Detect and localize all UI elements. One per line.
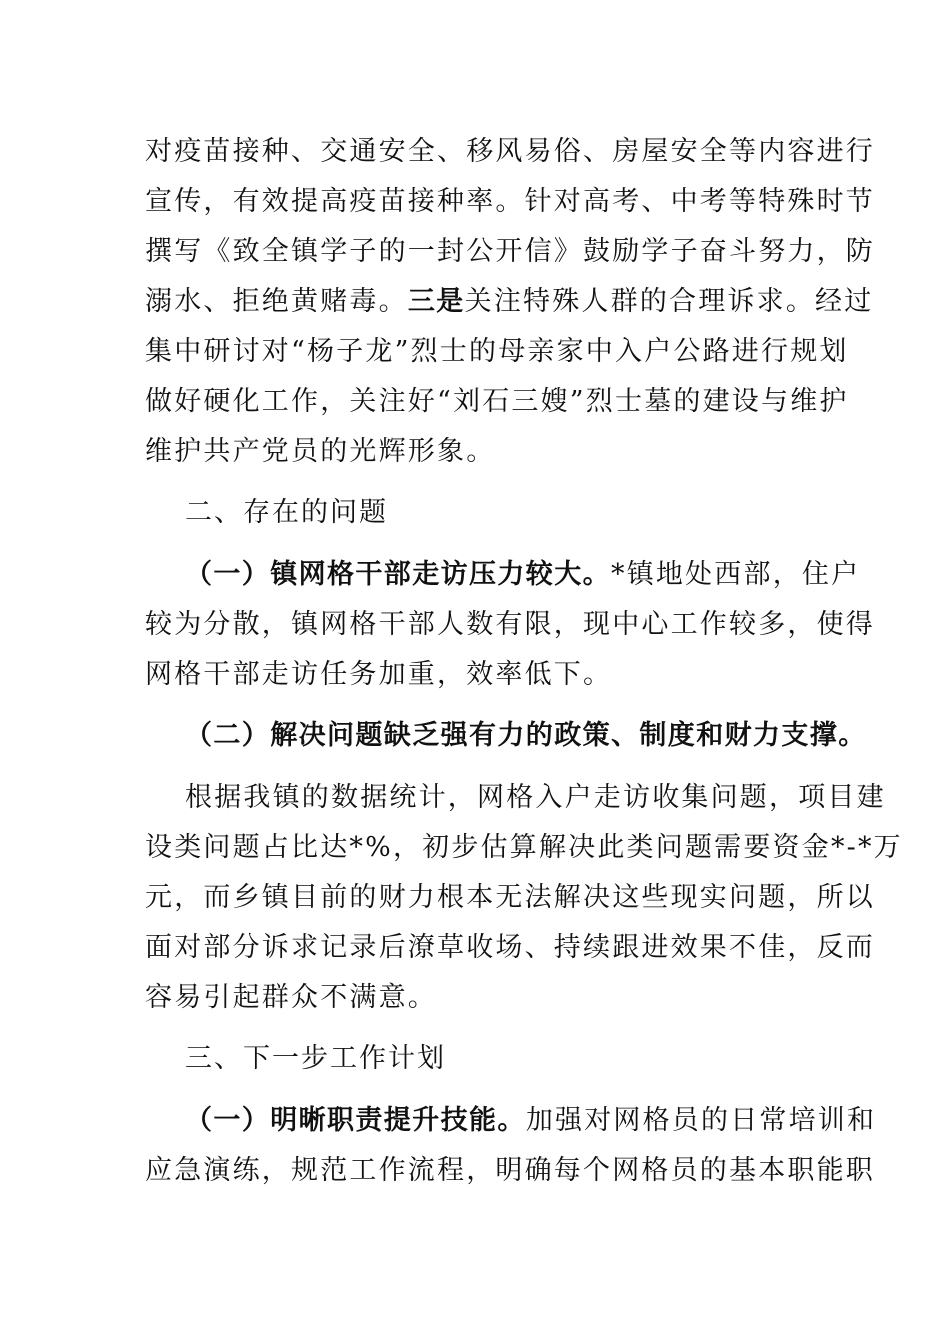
- plan-1-line-2: 应急演练，规范工作流程，明确每个网格员的基本职能职: [145, 1155, 875, 1186]
- para1-line-3: 撰写《致全镇学子的一封公开信》鼓励学子奋斗努力，防: [145, 236, 875, 267]
- issue-1-line-3: 网格干部走访任务加重，效率低下。: [145, 659, 613, 690]
- para1-line-5: 集中研讨对“杨子龙”烈士的母亲家中入户公路进行规划: [145, 336, 849, 367]
- para1-line-1: 对疫苗接种、交通安全、移风易俗、房屋安全等内容进行: [145, 136, 875, 167]
- section-2-heading: 二、存在的问题: [185, 497, 388, 528]
- issue-1-line-2: 较为分散，镇网格干部人数有限，现中心工作较多，使得: [145, 609, 875, 640]
- issue-1-line-1: [185, 555, 861, 595]
- plan-1-title: （一）明晰职责提升技能。: [185, 1105, 526, 1136]
- para1-line-7: 维护共产党员的光辉形象。: [145, 436, 496, 467]
- para2-line-3: 元，而乡镇目前的财力根本无法解决这些现实问题，所以: [145, 882, 875, 913]
- para2-line-2: 设类问题占比达*%，初步估算解决此类问题需要资金*-*万: [145, 832, 903, 863]
- plan-1-line-1-rest: 加强对网格员的日常培训和: [525, 1105, 877, 1136]
- section-3-heading: 三、下一步工作计划: [185, 1043, 446, 1074]
- para1-line-4-text-b: 关注特殊人群的合理诉求。经过: [464, 286, 874, 317]
- para1-line-4-text-a: 溺水、拒绝黄赌毒。: [145, 286, 408, 317]
- para2-line-5: 容易引起群众不满意。: [145, 982, 437, 1013]
- para1-emphasis-sanshi: 三是: [407, 286, 465, 317]
- issue-2-heading: （二）解决问题缺乏强有力的政策、制度和财力支撑。: [185, 720, 867, 751]
- issue-1-title: （一）镇网格干部走访压力较大。: [185, 559, 611, 590]
- para2-line-4: 面对部分诉求记录后潦草收场、持续跟进效果不佳，反而: [145, 932, 875, 963]
- para1-line-4: [145, 282, 874, 322]
- issue-1-line-1-rest: *镇地处西部，住户: [611, 559, 861, 590]
- plan-1-line-1: [185, 1101, 877, 1141]
- para2-line-1: 根据我镇的数据统计，网格入户走访收集问题，项目建: [185, 782, 886, 813]
- para1-line-2: 宣传，有效提高疫苗接种率。针对高考、中考等特殊时节: [145, 186, 875, 217]
- para1-line-6: 做好硬化工作，关注好“刘石三嫂”烈士墓的建设与维护: [145, 386, 849, 417]
